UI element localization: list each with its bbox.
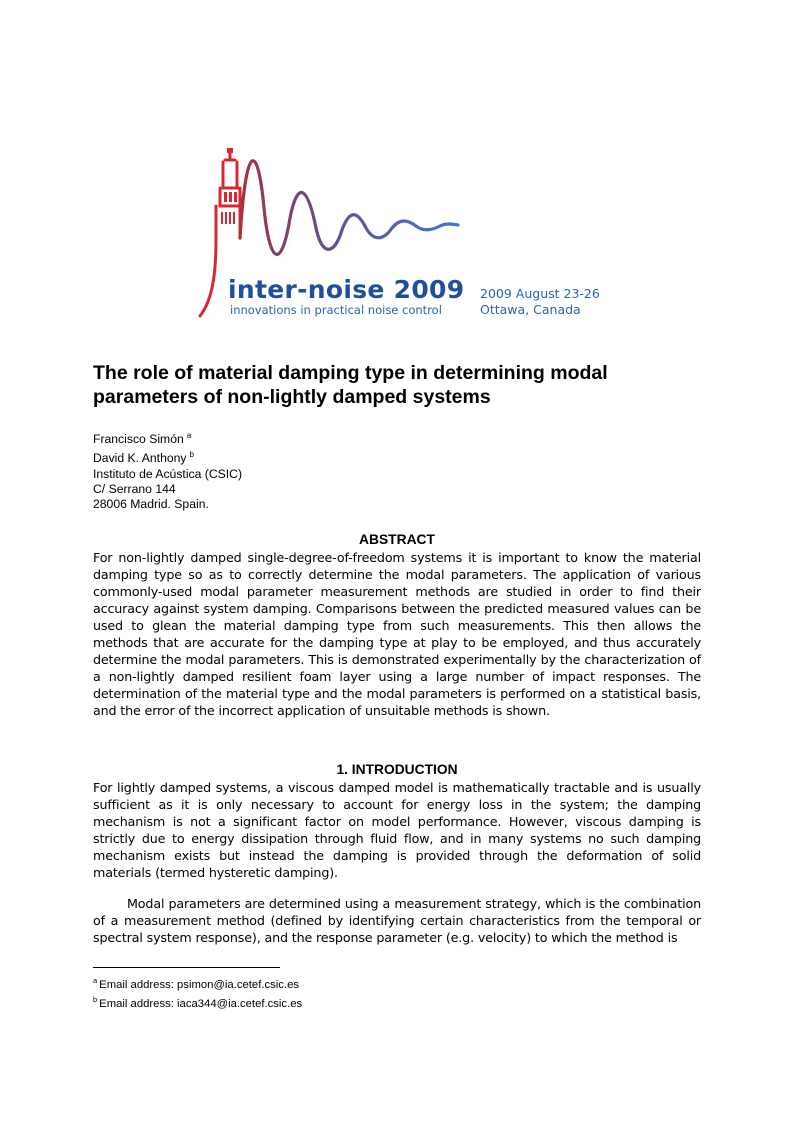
affiliation-line: 28006 Madrid. Spain. (93, 497, 209, 512)
intro-paragraph: Modal parameters are determined using a measurement strategy, which is the combination of a measurement method (defined by identifying certain characteristics from the temporal or spectral system response), and the response parameter (e.g. velocity) to which the method is (93, 896, 701, 945)
wave-graphic (240, 161, 458, 255)
footnote: $^b$ Email address: iaca344@ia.cetef.csic.es (93, 994, 303, 1010)
affiliation-line: Instituto de Acústica (CSIC) (93, 466, 243, 481)
introduction-heading: 1. INTRODUCTION (336, 762, 458, 777)
author-name: David K. Anthony $^b$ (93, 450, 194, 466)
footnote-mark: a (93, 976, 98, 985)
author-mark: b (189, 450, 194, 460)
author-mark: a (186, 431, 192, 440)
conference-location: Ottawa, Canada (480, 302, 581, 317)
footnote: $^a$ Email address: psimon@ia.cetef.csic.es (93, 976, 299, 991)
conference-logo (196, 148, 465, 320)
abstract-heading: ABSTRACT (359, 532, 435, 547)
footnotes (93, 974, 302, 1011)
author-name: Francisco Simón $^a$ (93, 431, 192, 446)
paper-title: The role of material damping type in determining modal parameters of non-lightly damped systems (93, 362, 608, 408)
author-block (93, 428, 242, 512)
footnote-mark: b (93, 994, 98, 1004)
logo-name: inter-noise 2009 (228, 275, 465, 304)
intro-paragraph: For lightly damped systems, a viscous damped model is mathematically tractable and is usually sufficient as it is only necessary to account for energy loss in the system; the damping mechanism is not a significant factor on model performance. However, viscous damping is strictly due to energy dissipation through fluid flow, and in many systems no such damping mechanism exists but instead the damping is provided through the deformation of solid materials (termed hysteretic damping). (93, 780, 701, 880)
conference-date: 2009 August 23-26 (480, 286, 600, 301)
conference-info (480, 286, 600, 318)
footnote-divider (93, 967, 280, 968)
logo-tagline: innovations in practical noise control (230, 303, 442, 317)
abstract-text: For non-lightly damped single-degree-of-freedom systems it is important to know the material damping type so as to correctly determine the modal parameters. The application of various commonly-used modal parameter measurement methods are studied in order to find their accuracy against system damping. Comparisons between the predicted measured values can be used to glean the material damping type from such measurements. This then allows the methods that are accurate for the damping type at play to be employed, and thus accurately determine the modal parameters. This is demonstrated experimentally by the characterization of a non-lightly damped resilient foam layer using a large number of impact responses. The determination of the material type and the modal parameters is performed on a statistical basis, and the error of the incorrect application of unsuitable methods is shown. (93, 550, 701, 718)
affiliation-line: C/ Serrano 144 (93, 481, 176, 496)
